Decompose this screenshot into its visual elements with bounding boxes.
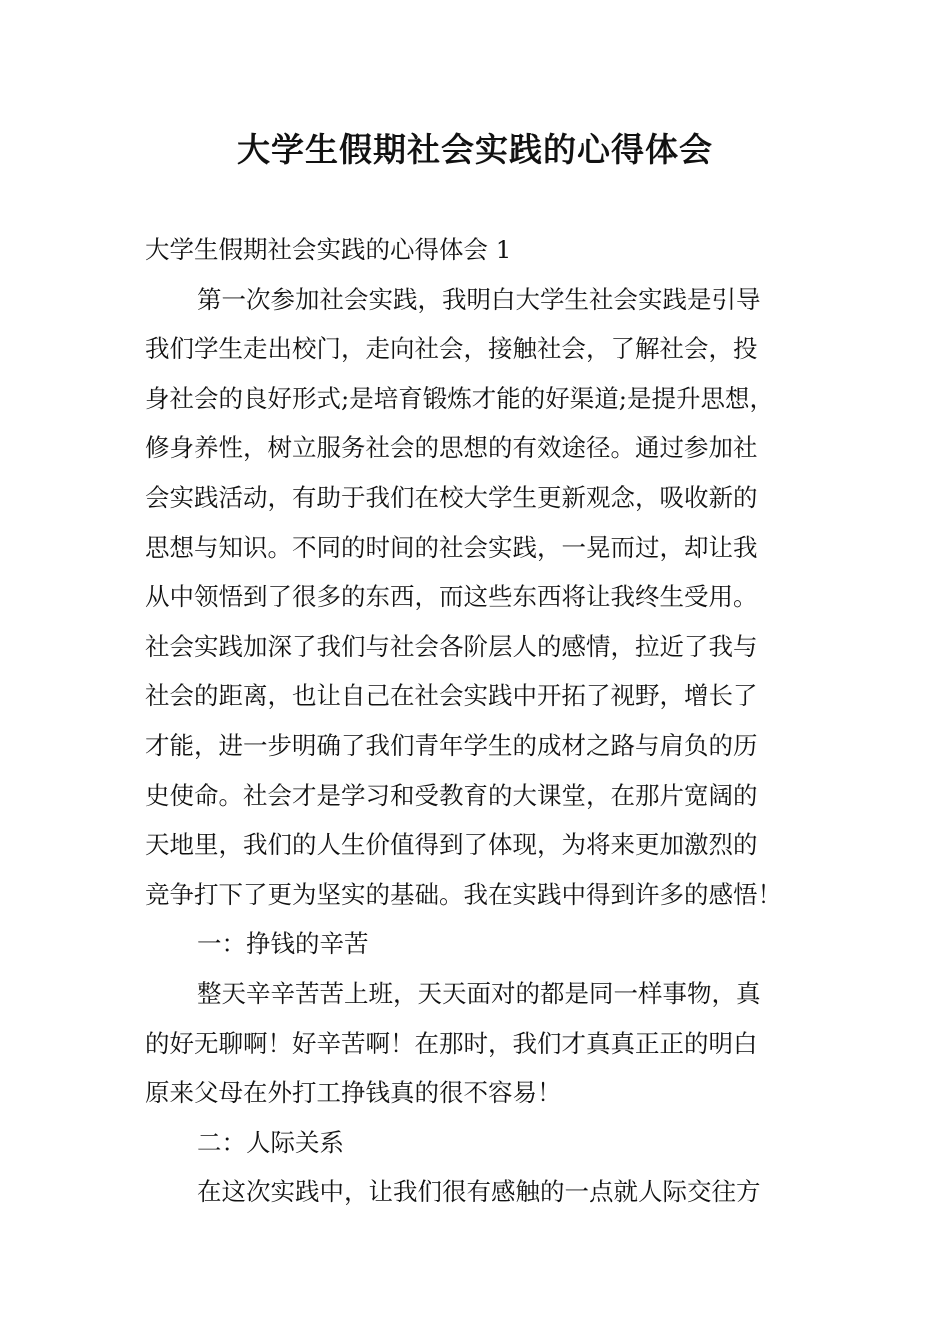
- paragraph-line: 修身养性，树立服务社会的思想的有效途径。通过参加社: [145, 433, 758, 463]
- paragraph-line: 身社会的良好形式;是培育锻炼才能的好渠道;是提升思想，: [145, 383, 775, 413]
- paragraph-line: 从中领悟到了很多的东西，而这些东西将让我终生受用。: [145, 582, 758, 612]
- paragraph-line: 才能，进一步明确了我们青年学生的成材之路与肩负的历: [145, 730, 758, 760]
- paragraph-line: 会实践活动，有助于我们在校大学生更新观念，吸收新的: [145, 482, 758, 512]
- paragraph-line: 我们学生走出校门，走向社会，接触社会，了解社会，投: [145, 334, 758, 364]
- paragraph-line: 整天辛辛苦苦上班，天天面对的都是同一样事物，真: [197, 978, 761, 1008]
- paragraph-line: 社会的距离，也让自己在社会实践中开拓了视野，增长了: [145, 681, 758, 711]
- paragraph-line: 竞争打下了更为坚实的基础。我在实践中得到许多的感悟！: [145, 879, 782, 909]
- paragraph-line: 原来父母在外打工挣钱真的很不容易！: [145, 1078, 562, 1108]
- section-heading: 大学生假期社会实践的心得体会 1: [145, 235, 512, 264]
- paragraph-line: 在这次实践中，让我们很有感触的一点就人际交往方: [197, 1177, 761, 1207]
- paragraph-line: 史使命。社会才是学习和受教育的大课堂，在那片宽阔的: [145, 780, 758, 810]
- paragraph-line: 第一次参加社会实践，我明白大学生社会实践是引导: [197, 284, 761, 314]
- subheading-earning: 一：挣钱的辛苦: [197, 929, 369, 959]
- paragraph-line: 思想与知识。不同的时间的社会实践，一晃而过，却让我: [145, 532, 758, 562]
- paragraph-line: 天地里，我们的人生价值得到了体现，为将来更加激烈的: [145, 830, 758, 860]
- document-body: [145, 225, 815, 1217]
- subheading-relations: 二：人际关系: [197, 1127, 344, 1157]
- paragraph-line: 的好无聊啊！好辛苦啊！在那时，我们才真真正正的明白: [145, 1028, 758, 1058]
- paragraph-line: 社会实践加深了我们与社会各阶层人的感情，拉近了我与: [145, 631, 758, 661]
- document-title: 大学生假期社会实践的心得体会: [237, 130, 713, 169]
